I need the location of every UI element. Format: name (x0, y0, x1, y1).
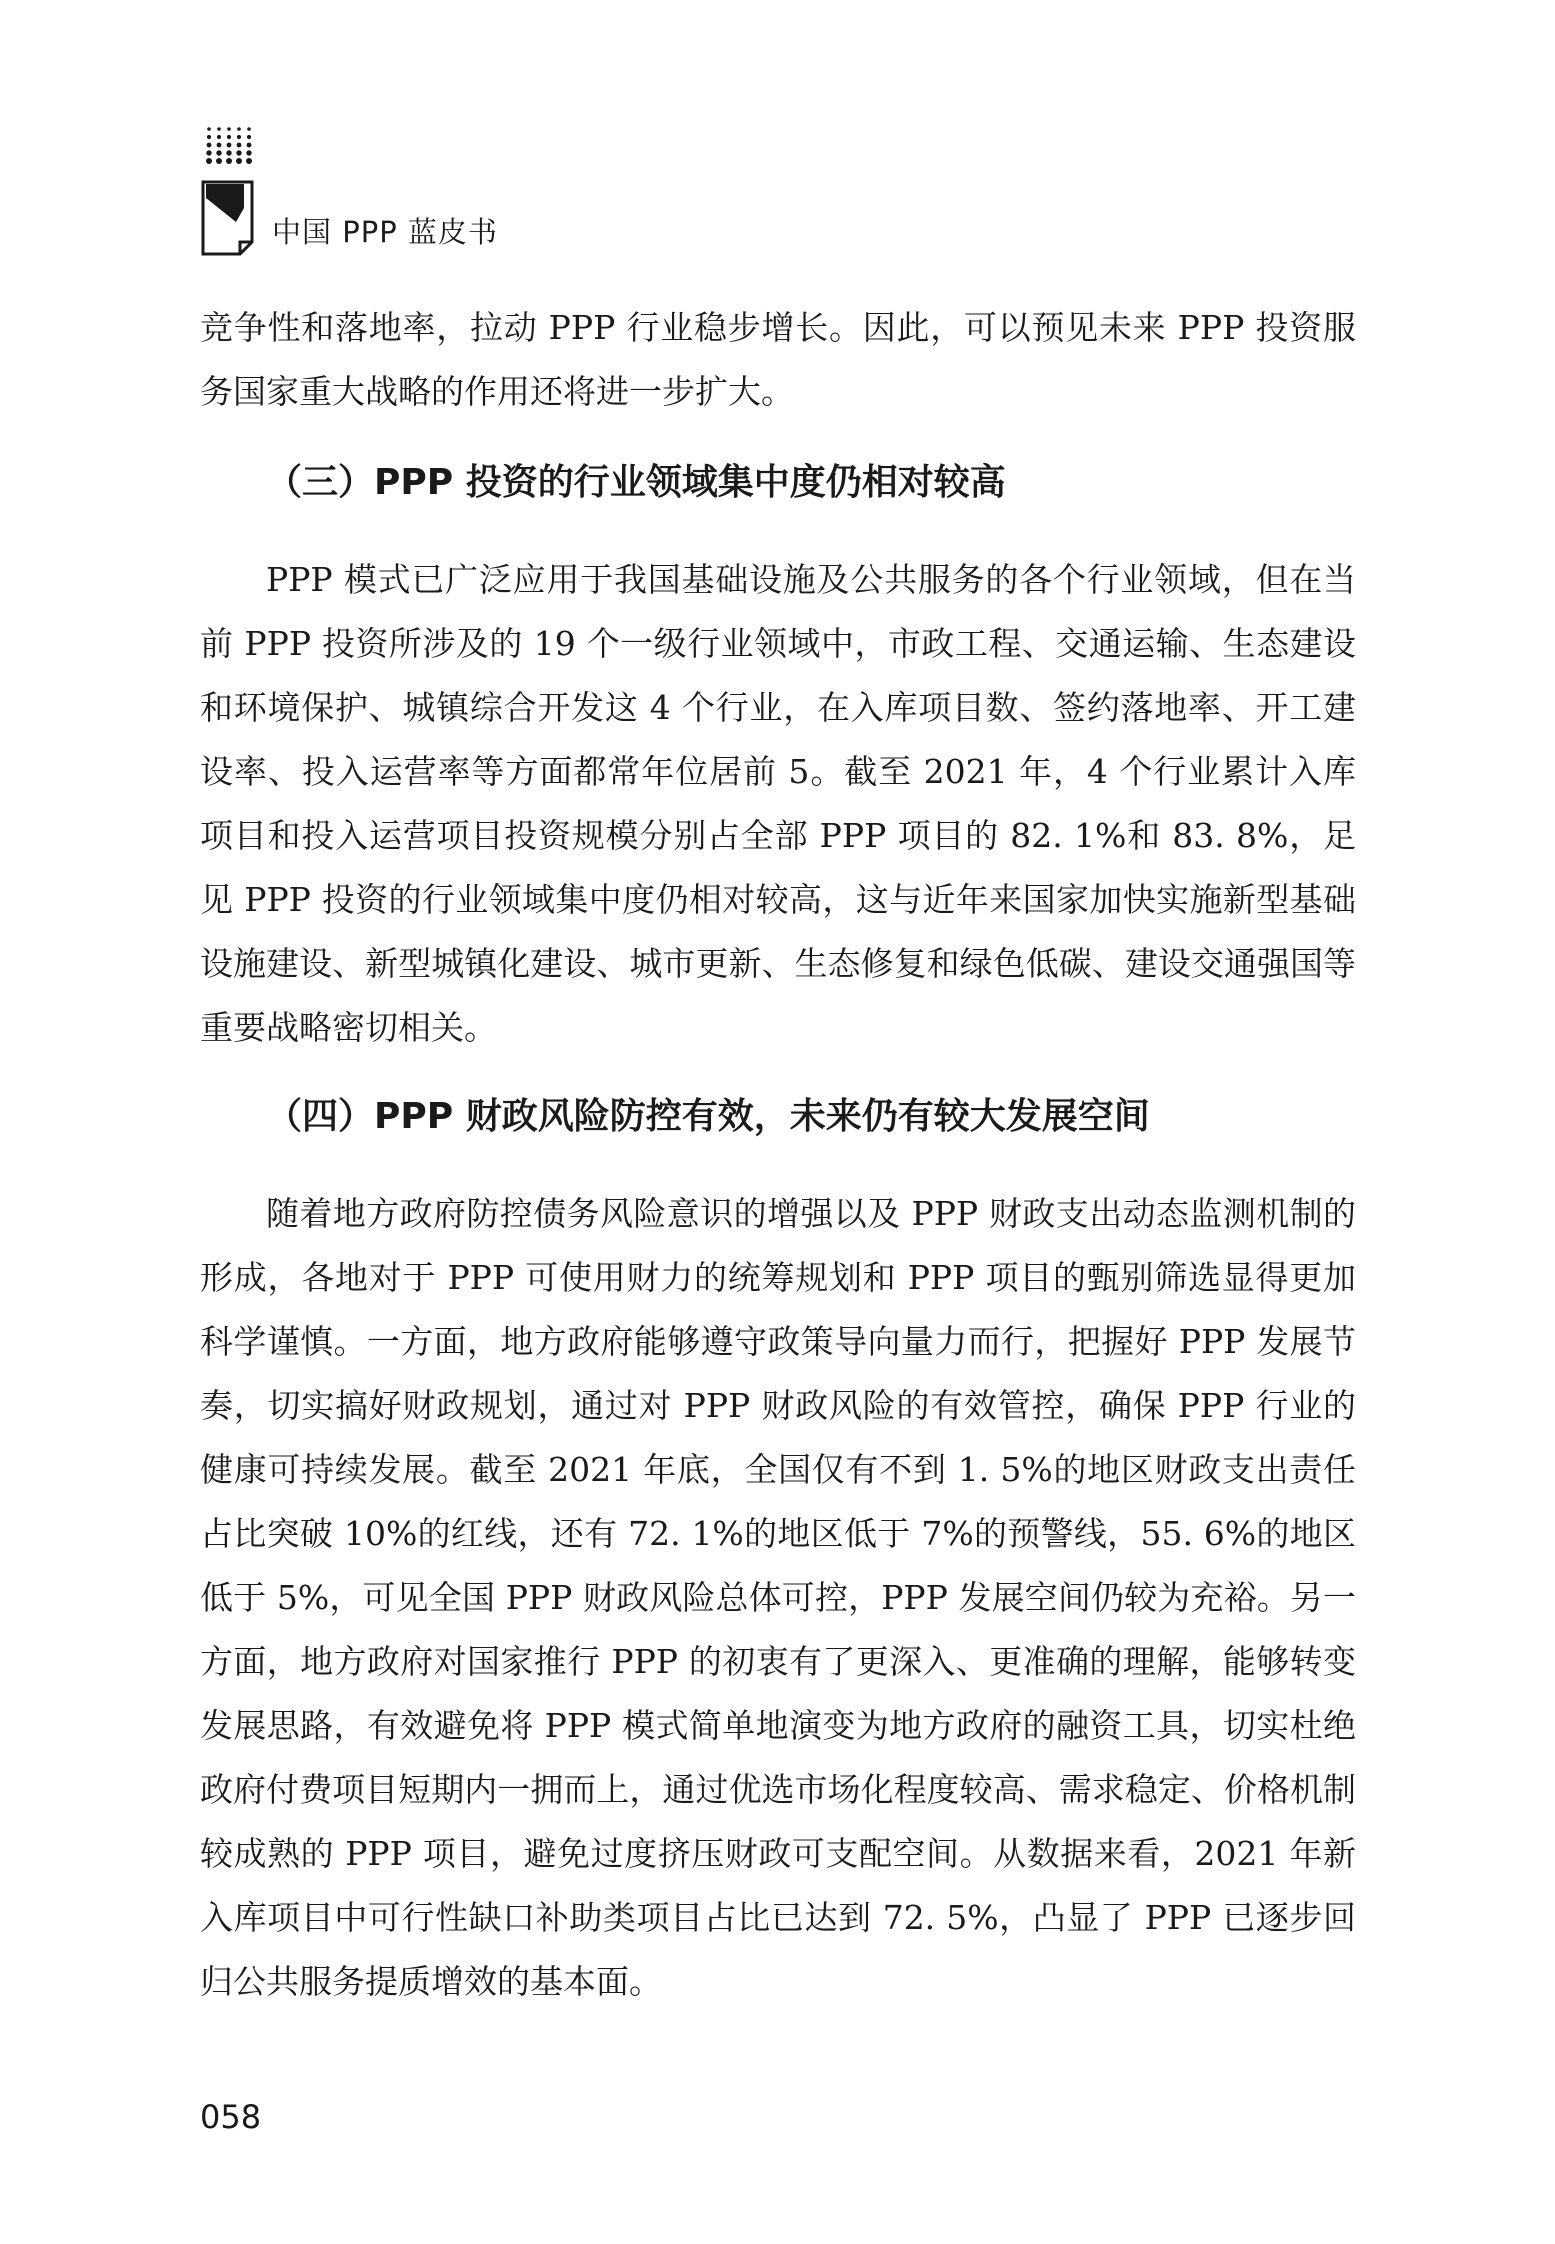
section-heading-3: （三）PPP 投资的行业领域集中度仍相对较高 (266, 462, 1006, 503)
section-heading-4: （四）PPP 财政风险防控有效，未来仍有较大发展空间 (266, 1096, 1150, 1137)
book-logo-icon (200, 178, 262, 258)
dot-grid-icon (206, 126, 260, 170)
header-title: 中国 PPP 蓝皮书 (272, 215, 498, 249)
page-number: 058 (200, 2098, 262, 2136)
section-3-paragraph: PPP 模式已广泛应用于我国基础设施及公共服务的各个行业领域，但在当前 PPP 投资所涉及的 19 个一级行业领域中，市政工程、交通运输、生态建设和环境保护、城镇综合开发这 4 个行业，在入库项目数、签约落地率、开工建设率、投入运营率等方面都常年位居前 5。截至 2021 年，4 个行业累计入库项目和投入运营项目投资规模分别占全部 PPP 项目的 82. 1%和 83. 8%，足见 PPP 投资的行业领域集中度仍相对较高，这与近年来国家加快实施新型基础设施建设、新型城镇化建设、城市更新、生态修复和绿色低碳、建设交通强国等重要战略密切相关。 (200, 560, 1356, 1047)
running-header (200, 126, 620, 276)
intro-paragraph: 竞争性和落地率，拉动 PPP 行业稳步增长。因此，可以预见未来 PPP 投资服务国家重大战略的作用还将进一步扩大。 (200, 308, 1356, 411)
section-4-paragraph: 随着地方政府防控债务风险意识的增强以及 PPP 财政支出动态监测机制的形成，各地对于 PPP 可使用财力的统筹规划和 PPP 项目的甄别筛选显得更加科学谨慎。一方面，地方政府能够遵守政策导向量力而行，把握好 PPP 发展节奏，切实搞好财政规划，通过对 PPP 财政风险的有效管控，确保 PPP 行业的健康可持续发展。截至 2021 年底，全国仅有不到 1. 5%的地区财政支出责任占比突破 10%的红线，还有 72. 1%的地区低于 7%的预警线，55. 6%的地区低于 5%，可见全国 PPP 财政风险总体可控，PPP 发展空间仍较为充裕。另一方面，地方政府对国家推行 PPP 的初衷有了更深入、更准确的理解，能够转变发展思路，有效避免将 PPP 模式简单地演变为地方政府的融资工具，切实杜绝政府付费项目短期内一拥而上，通过优选市场化程度较高、需求稳定、价格机制较成熟的 PPP 项目，避免过度挤压财政可支配空间。从数据来看，2021 年新入库项目中可行性缺口补助类项目占比已达到 72. 5%，凸显了 PPP 已逐步回归公共服务提质增效的基本面。 (200, 1194, 1356, 2001)
